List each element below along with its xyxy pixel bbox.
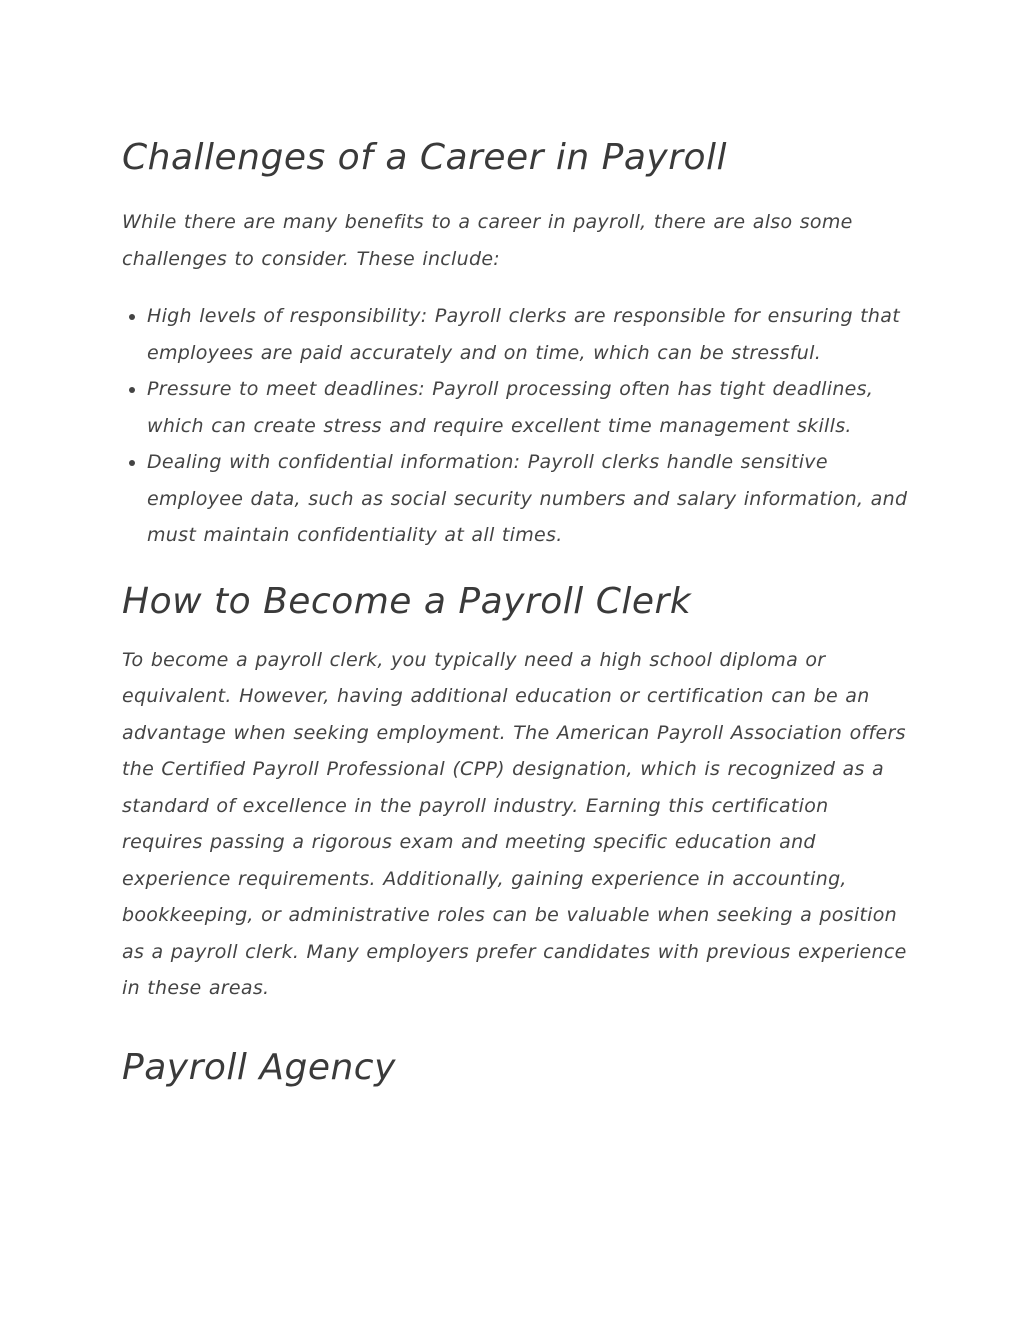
section-intro-challenges: While there are many benefits to a career in payroll, there are also some challenges to consider. These include: — [122, 211, 853, 270]
section-body-become-clerk: To become a payroll clerk, you typically need a high school diploma or equivalent. However, having additional education or certification can be an advantage when seeking employment. The American Payroll Association offers the Certified Payroll Professional (CPP) designation, which is recognized as a standard of excellence in the payroll industry. Earning this certification requires passing a rigorous exam and meeting specific education and experience requirements. Additionally, gaining experience in accounting, bookkeeping, or administrative roles can be valuable when seeking a position as a payroll clerk. Many employers prefer candidates with previous experience in these areas. — [122, 648, 907, 999]
document-content — [122, 130, 912, 1096]
list-item: • High levels of responsibility: Payroll clerks are responsible for ensuring that employees are paid accurately and on time, which can be stressful. — [147, 298, 912, 371]
section-heading-become-clerk: How to Become a Payroll Clerk — [122, 580, 692, 622]
section-heading-payroll-agency: Payroll Agency — [122, 1046, 396, 1088]
list-item: • Pressure to meet deadlines: Payroll processing often has tight deadlines, which can create stress and require excellent time management skills. — [147, 371, 912, 444]
challenges-list — [122, 298, 912, 554]
section-heading-challenges: Challenges of a Career in Payroll — [122, 137, 728, 178]
list-item: • Dealing with confidential information: Payroll clerks handle sensitive employee data, such as social security numbers and salary information, and must maintain confidentiality at all times. — [147, 444, 912, 554]
